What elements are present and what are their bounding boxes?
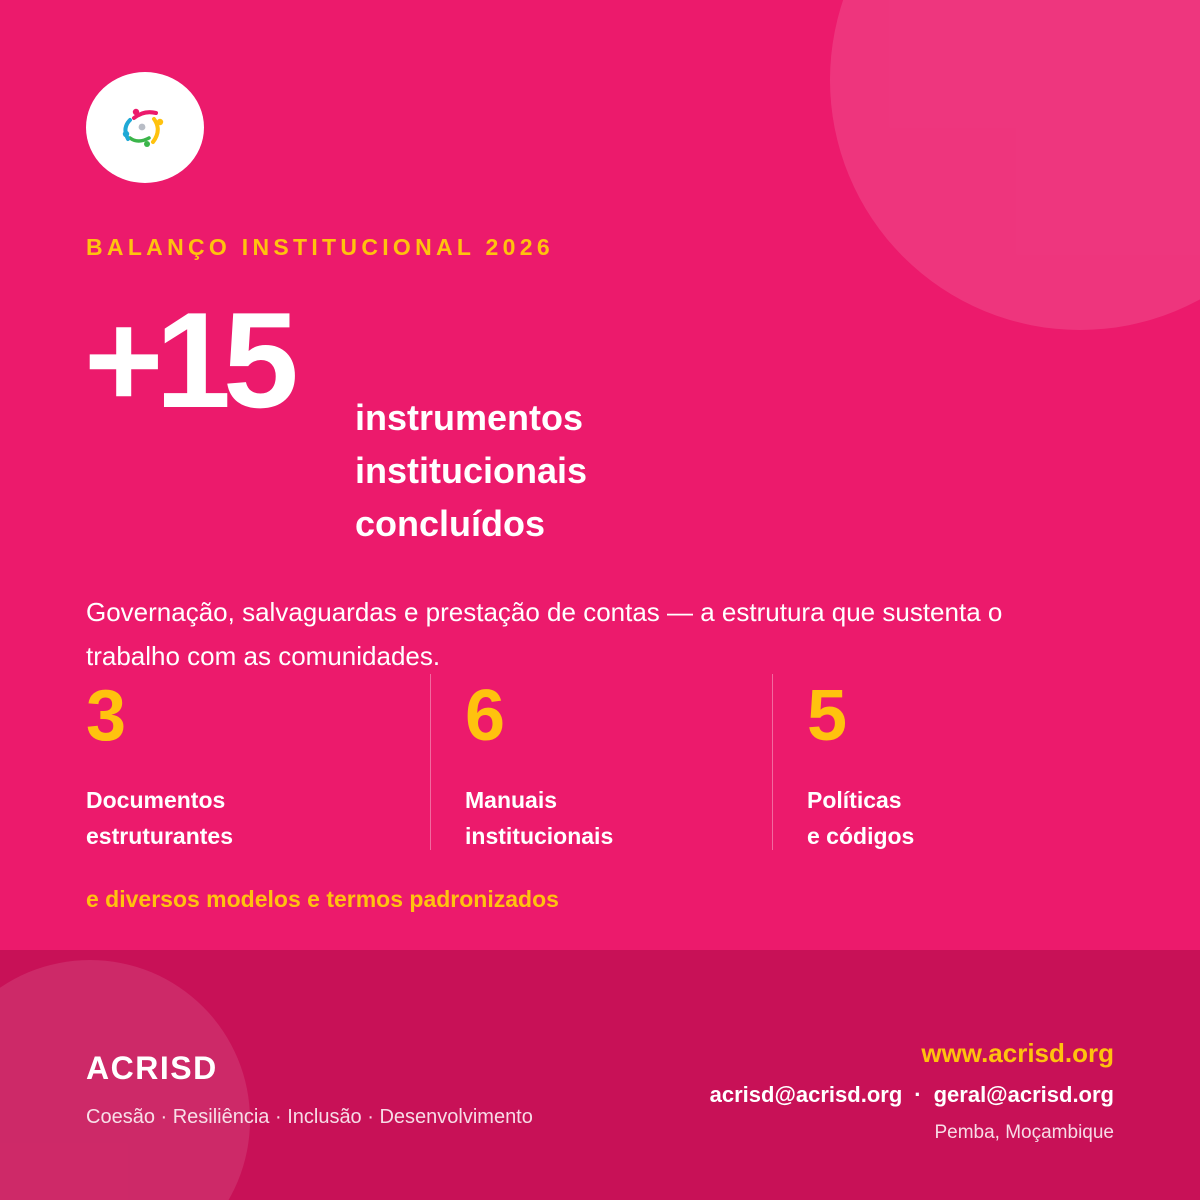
stat-value: 3 <box>86 676 127 756</box>
stat-value: 6 <box>465 676 506 756</box>
stat-value: 5 <box>807 676 848 756</box>
acrisd-logo-icon <box>86 72 204 183</box>
location: Pemba, Moçambique <box>934 1122 1114 1143</box>
stat-label-line: estruturantes <box>86 823 233 849</box>
highlight-line: instrumentos <box>355 397 584 438</box>
stat-documentos <box>86 676 233 854</box>
stat-label <box>86 782 233 854</box>
logo <box>86 72 204 183</box>
stat-label-line: e códigos <box>807 823 915 849</box>
highlight-number: +15 <box>84 284 291 436</box>
stat-divider <box>430 674 431 850</box>
highlight-line: concluídos <box>355 503 546 544</box>
email-link[interactable]: acrisd@acrisd.org <box>709 1082 903 1107</box>
website-link[interactable]: www.acrisd.org <box>921 1038 1114 1068</box>
footnote: e diversos modelos e termos padronizados <box>86 886 559 912</box>
eyebrow-title: BALANÇO INSTITUCIONAL 2026 <box>86 234 554 260</box>
org-tagline: Coesão · Resiliência · Inclusão · Desenvolvimento <box>86 1106 533 1128</box>
stat-label-line: institucionais <box>465 823 614 849</box>
stat-label <box>465 782 613 854</box>
stat-label-line: Manuais <box>465 787 558 813</box>
stat-label <box>807 782 914 854</box>
stat-divider <box>772 674 773 850</box>
contact-emails <box>710 1082 1114 1108</box>
stat-manuais <box>465 676 614 854</box>
email-link[interactable]: geral@acrisd.org <box>933 1082 1114 1107</box>
highlight-line: institucionais <box>355 450 588 491</box>
org-name: ACRISD <box>86 1050 218 1086</box>
intro-text: Governação, salvaguardas e prestação de contas — a estrutura que sustenta o trabalho com as comunidades. <box>86 597 1003 671</box>
stat-label-line: Documentos <box>86 787 226 813</box>
stat-label-line: Políticas <box>807 787 902 813</box>
decorative-circle-top <box>830 0 1200 330</box>
highlight-caption <box>355 391 775 550</box>
footer <box>0 950 1200 1200</box>
stat-politicas <box>807 676 915 854</box>
email-separator: · <box>914 1082 922 1107</box>
